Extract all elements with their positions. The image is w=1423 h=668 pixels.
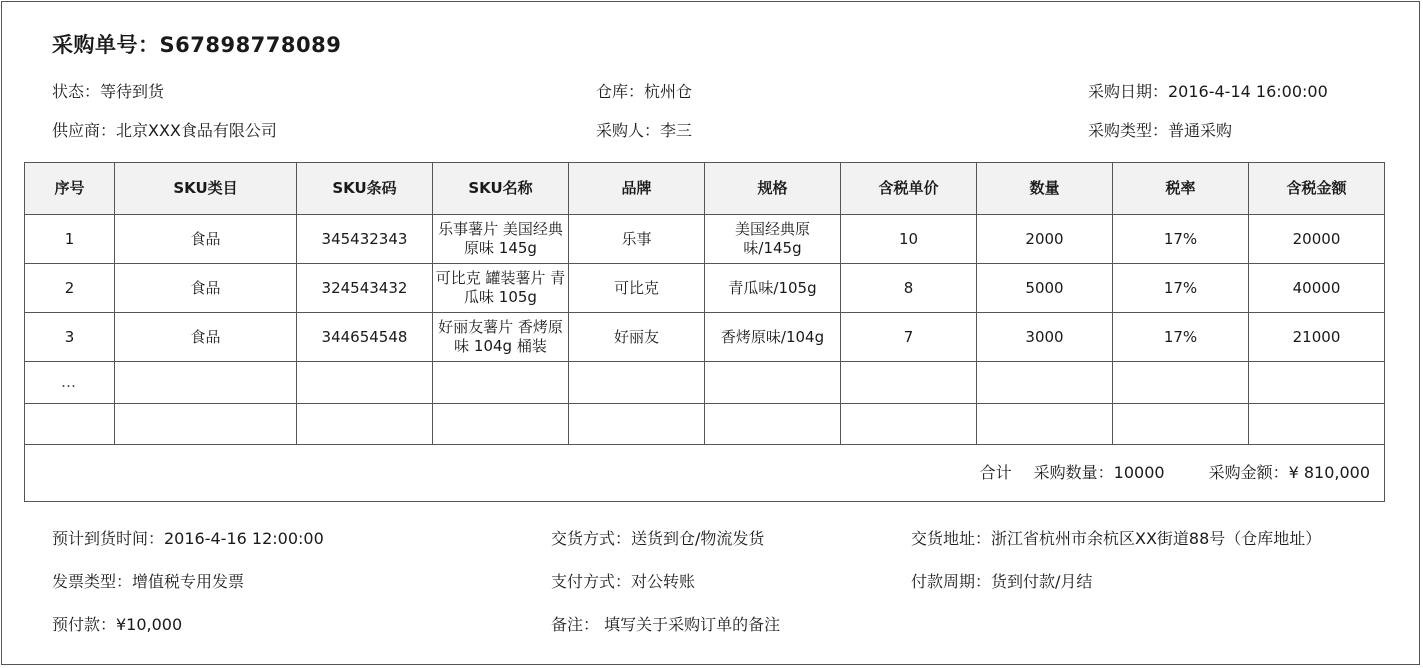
order-number: S67898778089 xyxy=(159,33,342,57)
cell-index: 2 xyxy=(25,264,115,313)
expected-arrival-field: 预计到货时间：2016-4-16 12:00:00 xyxy=(52,529,324,548)
cell-tax-rate: 17% xyxy=(1113,215,1249,264)
header-sku-barcode: SKU条码 xyxy=(297,163,433,215)
cell-spec: 香烤原味/104g xyxy=(705,313,841,362)
cell-unit-price: 7 xyxy=(841,313,977,362)
cell-sku-barcode: 344654548 xyxy=(297,313,433,362)
header-spec: 规格 xyxy=(705,163,841,215)
cell-sku-category: 食品 xyxy=(115,313,297,362)
cell-amount: 40000 xyxy=(1249,264,1385,313)
cell-tax-rate: 17% xyxy=(1113,313,1249,362)
header-index: 序号 xyxy=(25,163,115,215)
cell-quantity: 5000 xyxy=(977,264,1113,313)
cell-amount: 21000 xyxy=(1249,313,1385,362)
warehouse-field: 仓库：杭州仓 xyxy=(596,82,693,101)
payment-method-field: 支付方式：对公转账 xyxy=(551,572,696,591)
table-total-row xyxy=(25,444,1385,501)
purchase-date-field: 采购日期：2016-4-14 16:00:00 xyxy=(1088,82,1328,101)
cell-sku-category: 食品 xyxy=(115,264,297,313)
cell-sku-barcode: 345432343 xyxy=(297,215,433,264)
total-quantity: 采购数量：10000 xyxy=(1033,463,1165,483)
cell-amount: 20000 xyxy=(1249,215,1385,264)
total-cell xyxy=(25,444,1385,501)
cell-brand: 好丽友 xyxy=(569,313,705,362)
header-amount: 含税金额 xyxy=(1249,163,1385,215)
purchaser-field: 采购人：李三 xyxy=(596,121,693,140)
order-title-label: 采购单号： xyxy=(52,33,160,57)
delivery-method-field: 交货方式：送货到仓/物流发货 xyxy=(551,529,765,548)
header-unit-price: 含税单价 xyxy=(841,163,977,215)
total-label: 合计 xyxy=(979,463,1012,483)
cell-sku-category: 食品 xyxy=(115,215,297,264)
cell-quantity: 3000 xyxy=(977,313,1113,362)
payment-term-field: 付款周期：货到付款/月结 xyxy=(911,572,1093,591)
header-sku-name: SKU名称 xyxy=(433,163,569,215)
supplier-field: 供应商：北京XXX食品有限公司 xyxy=(52,121,277,140)
cell-spec: 青瓜味/105g xyxy=(705,264,841,313)
cell-quantity: 2000 xyxy=(977,215,1113,264)
cell-tax-rate: 17% xyxy=(1113,264,1249,313)
cell-spec: 美国经典原味/145g xyxy=(705,215,841,264)
table-row xyxy=(25,215,1385,264)
cell-sku-name: 好丽友薯片 香烤原味 104g 桶装 xyxy=(433,313,569,362)
cell-sku-barcode: 324543432 xyxy=(297,264,433,313)
page-title xyxy=(52,29,341,59)
total-amount: 采购金额：¥ 810,000 xyxy=(1208,463,1370,483)
header-tax-rate: 税率 xyxy=(1113,163,1249,215)
delivery-address-field: 交货地址：浙江省杭州市余杭区XX街道88号（仓库地址） xyxy=(911,529,1322,548)
invoice-type-field: 发票类型：增值税专用发票 xyxy=(52,572,245,591)
header-brand: 品牌 xyxy=(569,163,705,215)
cell-unit-price: 10 xyxy=(841,215,977,264)
cell-index: 1 xyxy=(25,215,115,264)
cell-sku-name: 乐事薯片 美国经典原味 145g xyxy=(433,215,569,264)
status-field: 状态：等待到货 xyxy=(52,82,165,101)
table-row xyxy=(25,313,1385,362)
table-row-ellipsis xyxy=(25,362,1385,403)
cell-brand: 乐事 xyxy=(569,215,705,264)
prepayment-field: 预付款：¥10,000 xyxy=(52,615,183,634)
cell-index: 3 xyxy=(25,313,115,362)
table-row xyxy=(25,264,1385,313)
cell-brand: 可比克 xyxy=(569,264,705,313)
cell-unit-price: 8 xyxy=(841,264,977,313)
cell-sku-name: 可比克 罐装薯片 青瓜味 105g xyxy=(433,264,569,313)
items-table xyxy=(24,162,1385,502)
purchase-type-field: 采购类型：普通采购 xyxy=(1088,121,1233,140)
table-header-row xyxy=(25,163,1385,215)
header-sku-category: SKU类目 xyxy=(115,163,297,215)
header-quantity: 数量 xyxy=(977,163,1113,215)
ellipsis-cell: … xyxy=(25,362,115,403)
remark-field: 备注： 填写关于采购订单的备注 xyxy=(551,615,781,634)
table-row-empty xyxy=(25,403,1385,444)
